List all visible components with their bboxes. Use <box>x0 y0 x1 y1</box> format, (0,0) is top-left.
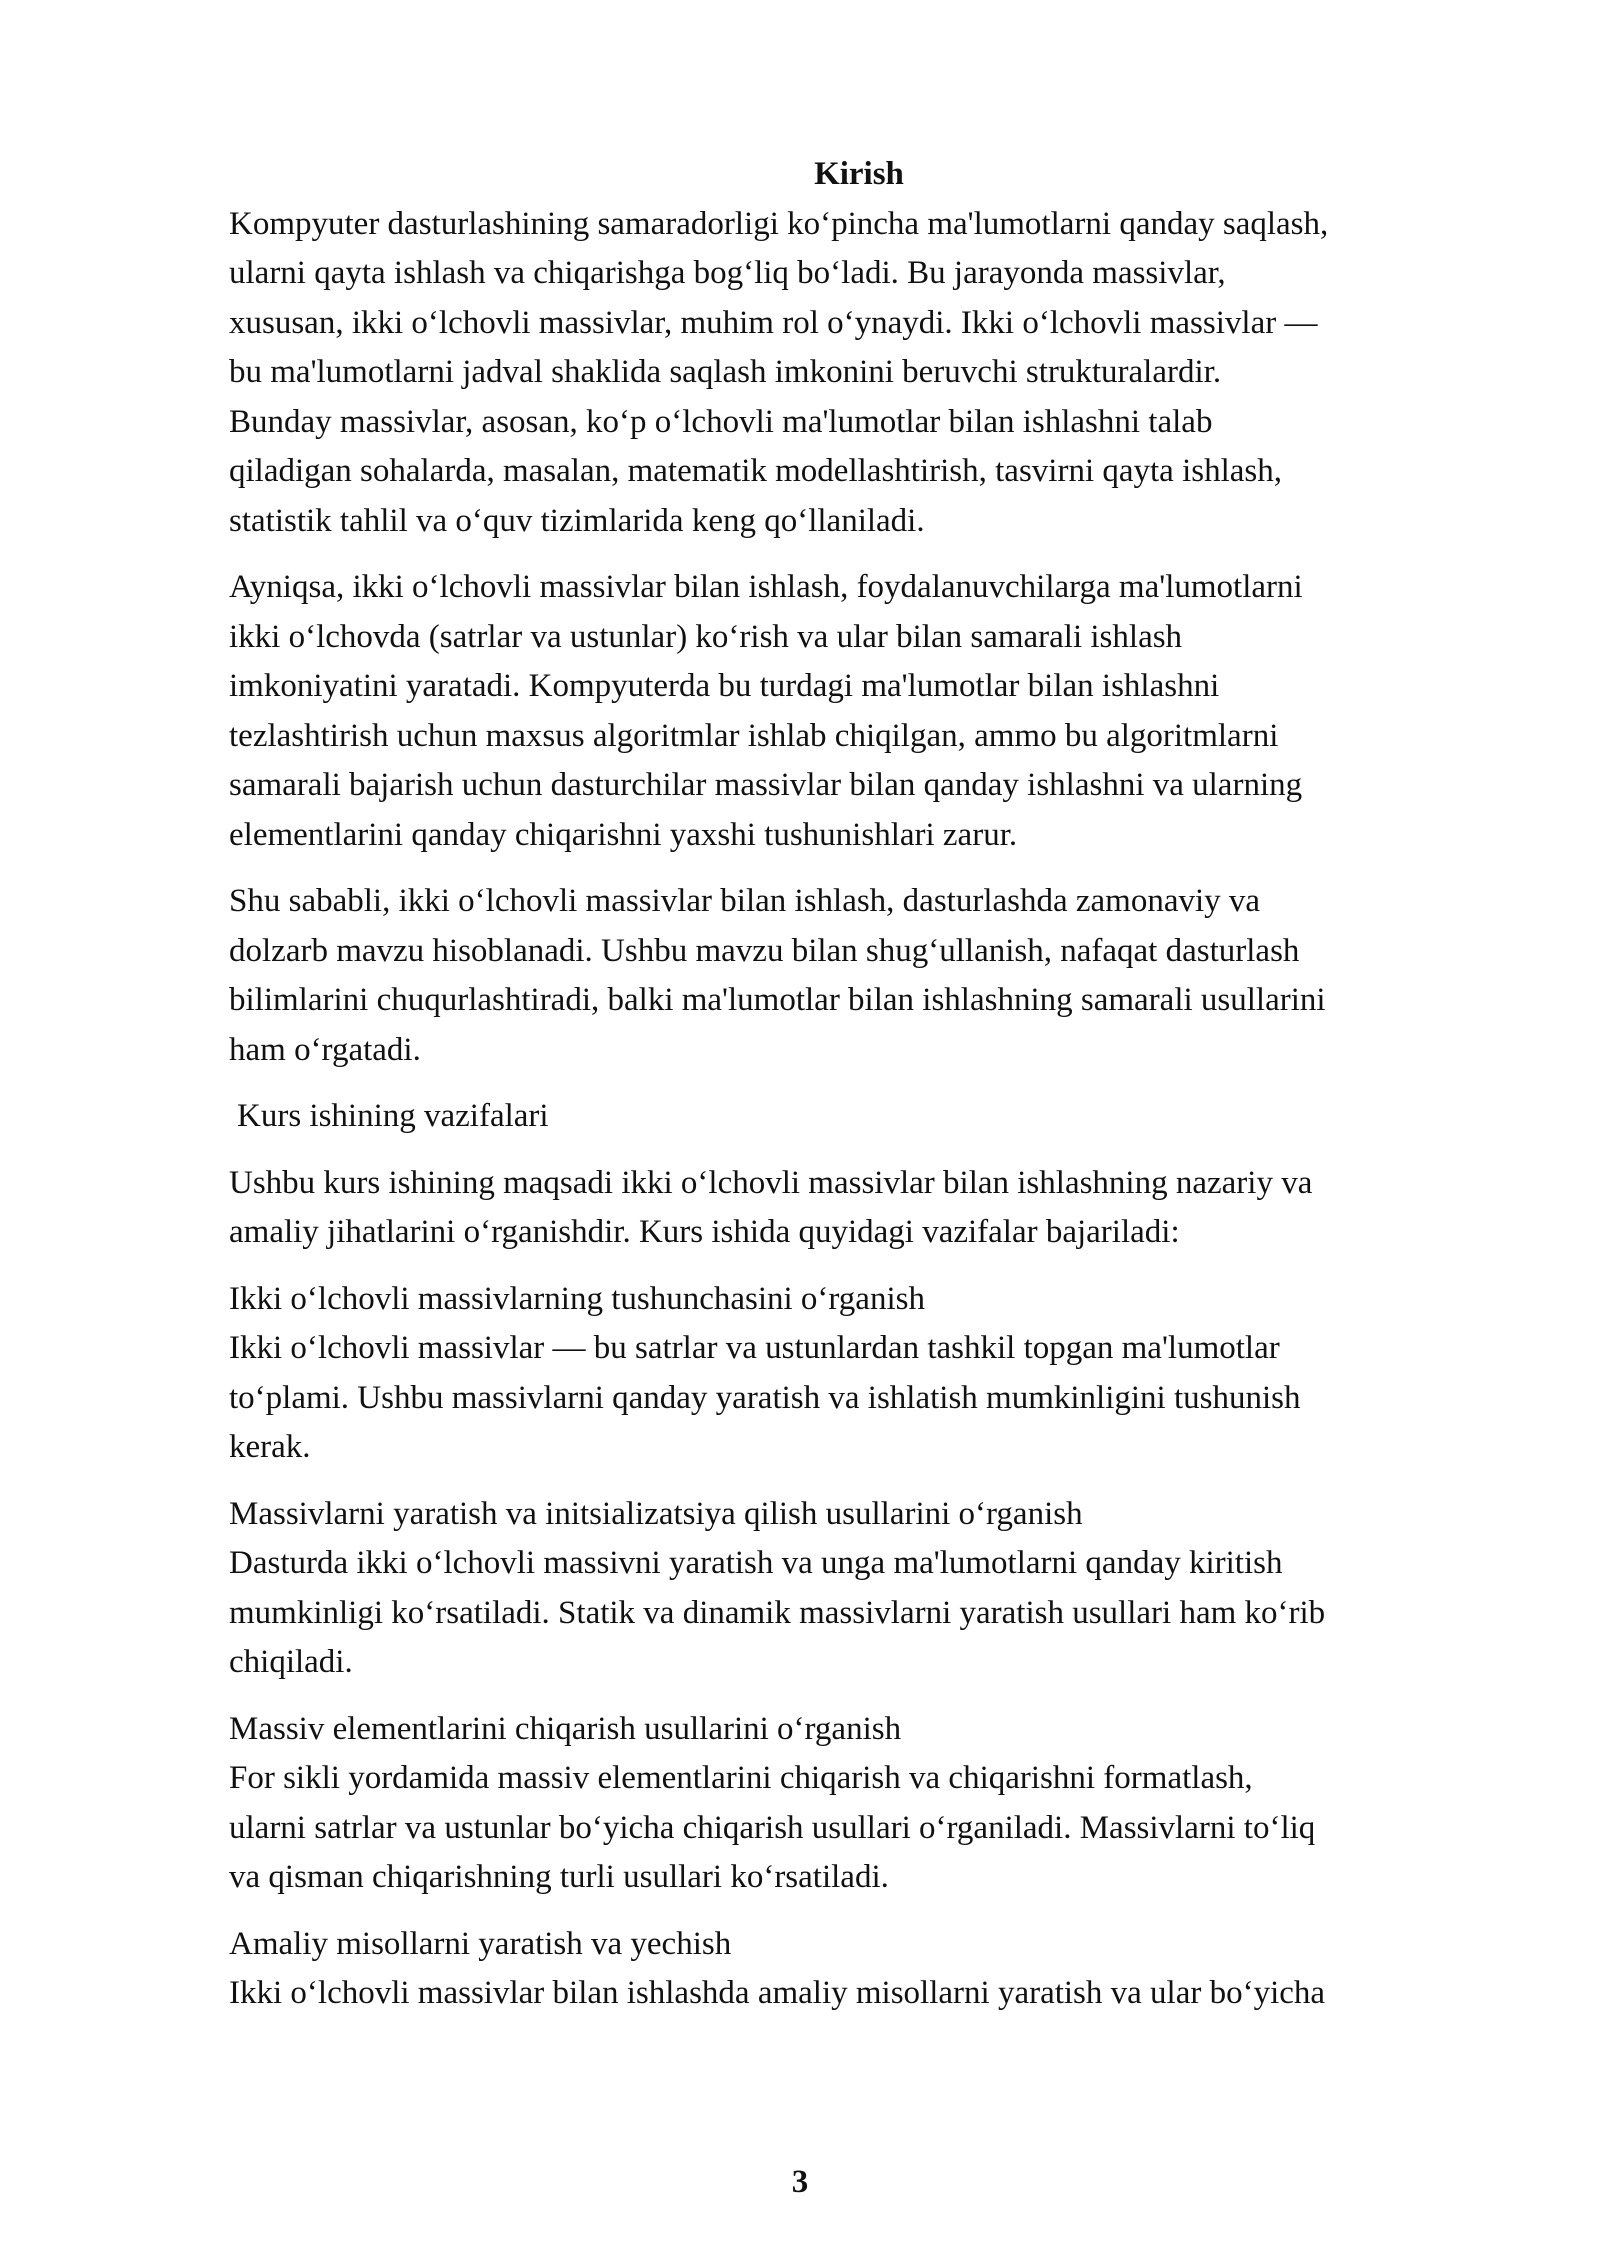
paragraph-task-1 <box>229 1275 1489 1473</box>
text-line: ularni qayta ishlash va chiqarishga bogʻliq boʻladi. Bu jarayonda massivlar, <box>229 255 1226 291</box>
section-heading-tasks <box>229 1092 1489 1142</box>
text-line: Amaliy misollarni yaratish va yechish <box>229 1925 732 1962</box>
text-line: qiladigan sohalarda, masalan, matematik modellashtirish, tasvirni qayta ishlash, <box>229 453 1282 489</box>
text-line: dolzarb mavzu hisoblanadi. Ushbu mavzu bilan shugʻullanish, nafaqat dasturlash <box>229 932 1300 969</box>
paragraph-intro-3 <box>229 877 1489 1075</box>
text-line: tezlashtirish uchun maxsus algoritmlar ishlab chiqilgan, ammo bu algoritmlarni <box>229 717 1279 754</box>
text-line: chiqiladi. <box>229 1644 353 1680</box>
text-line: xususan, ikki oʻlchovli massivlar, muhim rol oʻynaydi. Ikki oʻlchovli massivlar — <box>229 304 1318 341</box>
text-line: Ikki oʻlchovli massivlarning tushunchasini oʻrganish <box>229 1280 925 1317</box>
page-content <box>229 150 1489 2036</box>
text-line: Shu sababli, ikki oʻlchovli massivlar bilan ishlash, dasturlashda zamonaviy va <box>229 883 1261 919</box>
text-line: ularni satrlar va ustunlar boʻyicha chiqarish usullari oʻrganiladi. Massivlarni toʻliq <box>229 1809 1316 1846</box>
paragraph-task-4 <box>229 1920 1489 2019</box>
text-line: bilimlarini chuqurlashtiradi, balki ma'lumotlar bilan ishlashning samarali usullarini <box>229 982 1326 1018</box>
text-line: For sikli yordamida massiv elementlarini chiqarish va chiqarishni formatlash, <box>229 1760 1253 1796</box>
text-line: toʻplami. Ushbu massivlarni qanday yaratish va ishlatish mumkinligini tushunish <box>229 1379 1301 1416</box>
text-line: Ikki oʻlchovli massivlar — bu satrlar va ustunlardan tashkil topgan ma'lumotlar <box>229 1330 1280 1366</box>
text-line: imkoniyatini yaratadi. Kompyuterda bu turdagi ma'lumotlar bilan ishlashni <box>229 668 1220 704</box>
text-line: amaliy jihatlarini oʻrganishdir. Kurs ishida quyidagi vazifalar bajariladi: <box>229 1214 1180 1250</box>
text-line: kerak. <box>229 1429 311 1465</box>
text-line: Dasturda ikki oʻlchovli massivni yaratish va unga ma'lumotlarni qanday kiritish <box>229 1545 1283 1581</box>
text-line: Ushbu kurs ishining maqsadi ikki oʻlchovli massivlar bilan ishlashning nazariy va <box>229 1164 1313 1201</box>
text-line: samarali bajarish uchun dasturchilar massivlar bilan qanday ishlashni va ularning <box>229 767 1303 803</box>
text-line: Massivlarni yaratish va initsializatsiya qilish usullarini oʻrganish <box>229 1495 1083 1532</box>
text-line: Kompyuter dasturlashining samaradorligi koʻpincha ma'lumotlarni qanday saqlash, <box>229 205 1329 242</box>
text-line: ham oʻrgatadi. <box>229 1031 421 1068</box>
paragraph-intro-2 <box>229 563 1489 860</box>
text-line: Bunday massivlar, asosan, koʻp oʻlchovli ma'lumotlar bilan ishlashni talab <box>229 403 1213 440</box>
text-line: Massiv elementlarini chiqarish usullarini oʻrganish <box>229 1710 902 1747</box>
text-line: bu ma'lumotlarni jadval shaklida saqlash imkonini beruvchi strukturalardir. <box>229 354 1222 390</box>
text-line: statistik tahlil va oʻquv tizimlarida keng qoʻllaniladi. <box>229 502 925 539</box>
text-line: Ayniqsa, ikki oʻlchovli massivlar bilan ishlash, foydalanuvchilarga ma'lumotlarni <box>229 569 1303 605</box>
text-line: mumkinligi koʻrsatiladi. Statik va dinamik massivlarni yaratish usullari ham koʻrib <box>229 1594 1326 1631</box>
text-line: elementlarini qanday chiqarishni yaxshi tushunishlari zarur. <box>229 816 1018 853</box>
text-line: va qisman chiqarishning turli usullari koʻrsatiladi. <box>229 1859 889 1895</box>
paragraph-task-3 <box>229 1705 1489 1903</box>
paragraph-task-2 <box>229 1490 1489 1688</box>
paragraph-tasks-intro <box>229 1159 1489 1258</box>
text-line: ikki oʻlchovda (satrlar va ustunlar) koʻrish va ular bilan samarali ishlash <box>229 618 1183 655</box>
text-line: Ikki oʻlchovli massivlar bilan ishlashda amaliy misollarni yaratish va ular boʻyicha <box>229 1975 1326 2011</box>
text-line: Kurs ishining vazifalari <box>237 1098 549 1134</box>
page-title: Kirish <box>814 156 904 192</box>
paragraph-intro-1 <box>229 200 1489 547</box>
page-number: 3 <box>791 2164 809 2200</box>
